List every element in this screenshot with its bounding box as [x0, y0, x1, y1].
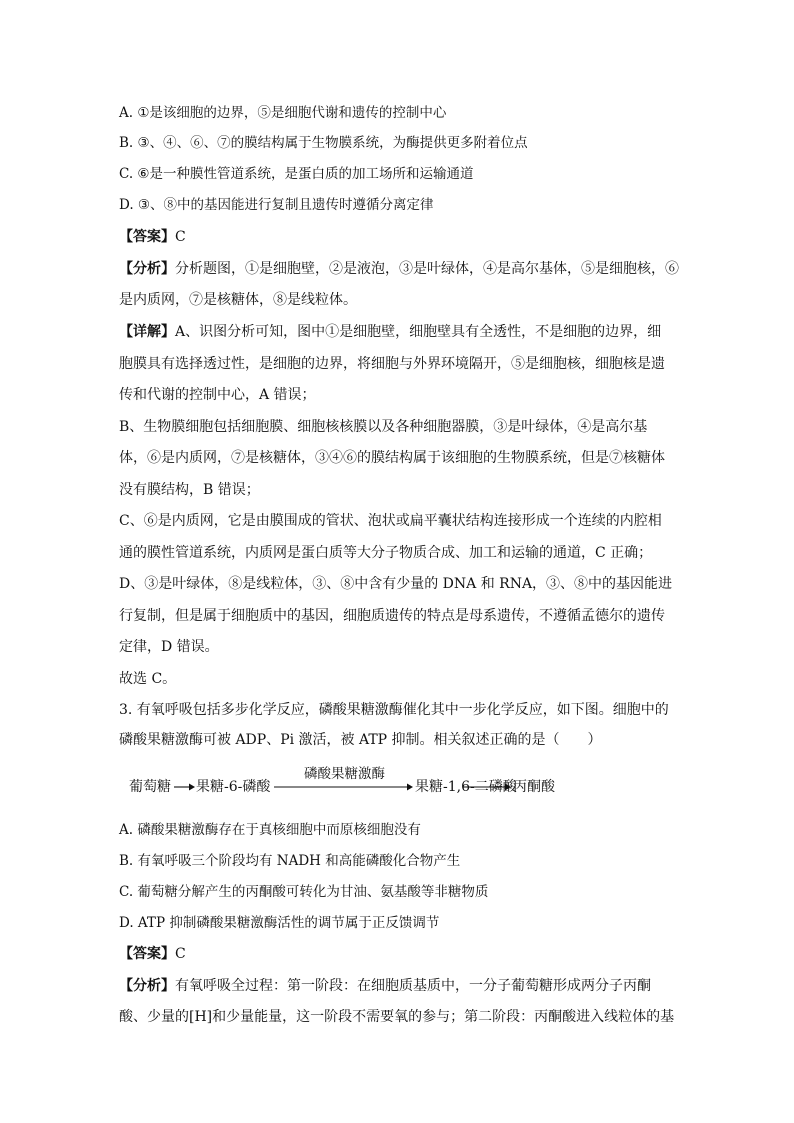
q2-option-a: A. ①是该细胞的边界，⑤是细胞代谢和遗传的控制中心 [119, 105, 447, 121]
node-glucose: 葡萄糖 [129, 779, 171, 795]
q2-detail-tag: 【详解】 [119, 324, 175, 340]
q3-stem-line: 磷酸果糖激酶可被 ADP、Pi 激活，被 ATP 抑制。相关叙述正确的是（ ） [119, 732, 602, 748]
q2-analysis-line: 是内质网，⑦是核糖体，⑧是线粒体。 [119, 292, 357, 308]
node-pyruvate: 丙酮酸 [513, 779, 555, 795]
q2-detail-line: D、③是叶绿体，⑧是线粒体，③、⑧中含有少量的 DNA 和 RNA，③、⑧中的基因能进 [119, 576, 673, 592]
q3-answer [119, 944, 186, 964]
q2-detail-line: 没有膜结构，B 错误； [119, 482, 260, 498]
q2-analysis-line [119, 259, 679, 279]
q3-option-a: A. 磷酸果糖激酶存在于真核细胞中而原核细胞没有 [119, 822, 421, 838]
q2-option-b: B. ③、④、⑥、⑦的膜结构属于生物膜系统，为酶提供更多附着位点 [119, 135, 528, 151]
q2-detail-line [119, 322, 661, 342]
q2-detail-line: C、⑥是内质网，它是由膜围成的管状、泡状或扁平囊状结构连接形成一个连续的内腔相 [119, 513, 662, 529]
q3-analysis-line: 酸、少量的[H]和少量能量，这一阶段不需要氧的参与；第二阶段：丙酮酸进入线粒体的基 [119, 1009, 675, 1025]
q2-answer-tag: 【答案】 [119, 229, 175, 245]
q2-conclusion: 故选 C。 [119, 671, 177, 687]
q3-answer-tag: 【答案】 [119, 946, 175, 962]
reaction-diagram [129, 762, 569, 806]
q2-detail-line: 定律，D 错误。 [119, 639, 219, 655]
q3-stem-line: 3. 有氧呼吸包括多步化学反应，磷酸果糖激酶催化其中一步化学反应，如下图。细胞中的 [119, 702, 669, 718]
q2-option-d: D. ③、⑧中的基因能进行复制且遗传时遵循分离定律 [119, 197, 434, 213]
q3-analysis-text: 有氧呼吸全过程：第一阶段：在细胞质基质中，一分子葡萄糖形成两分子丙酮 [175, 978, 651, 994]
q3-option-c: C. 葡萄糖分解产生的丙酮酸可转化为甘油、氨基酸等非糖物质 [119, 884, 489, 900]
q2-answer [119, 227, 186, 247]
node-fructose-6-phosphate: 果糖-6-磷酸 [196, 779, 271, 795]
q2-detail-line: 体，⑥是内质网，⑦是核糖体，③④⑥的膜结构属于该细胞的生物膜系统，但是⑦核糖体 [119, 450, 665, 466]
q3-option-b: B. 有氧呼吸三个阶段均有 NADH 和高能磷酸化合物产生 [119, 853, 461, 869]
q2-option-c: C. ⑥是一种膜性管道系统，是蛋白质的加工场所和运输通道 [119, 166, 474, 182]
q2-answer-value: C [175, 229, 186, 245]
node-fructose-1-6-bisphosphate: 果糖-1,6-二磷酸 [415, 779, 517, 795]
q3-analysis-tag: 【分析】 [119, 978, 175, 994]
q2-detail-line: B、生物膜细胞包括细胞膜、细胞核核膜以及各种细胞器膜，③是叶绿体，④是高尔基 [119, 419, 648, 435]
q3-analysis-line [119, 976, 651, 996]
q2-analysis-text: 分析题图，①是细胞壁，②是液泡，③是叶绿体，④是高尔基体，⑤是细胞核，⑥ [175, 261, 679, 277]
q2-detail-line: 胞膜具有选择透过性，是细胞的边界，将细胞与外界环境隔开，⑤是细胞核，细胞核是遗 [119, 356, 665, 372]
enzyme-label: 磷酸果糖激酶 [304, 766, 385, 782]
q3-answer-value: C [175, 946, 186, 962]
q3-option-d: D. ATP 抑制磷酸果糖激酶活性的调节属于正反馈调节 [119, 915, 440, 931]
q2-analysis-tag: 【分析】 [119, 261, 175, 277]
q2-detail-text: A、识图分析可知，图中①是细胞壁，细胞壁具有全透性，不是细胞的边界，细 [175, 324, 662, 340]
q2-detail-line: 通的膜性管道系统，内质网是蛋白质等大分子物质合成、加工和运输的通道，C 正确； [119, 545, 653, 561]
q2-detail-line: 传和代谢的控制中心，A 错误； [119, 387, 316, 403]
q2-detail-line: 行复制，但是属于细胞质中的基因，细胞质遗传的特点是母系遗传，不遵循孟德尔的遗传 [119, 608, 665, 624]
